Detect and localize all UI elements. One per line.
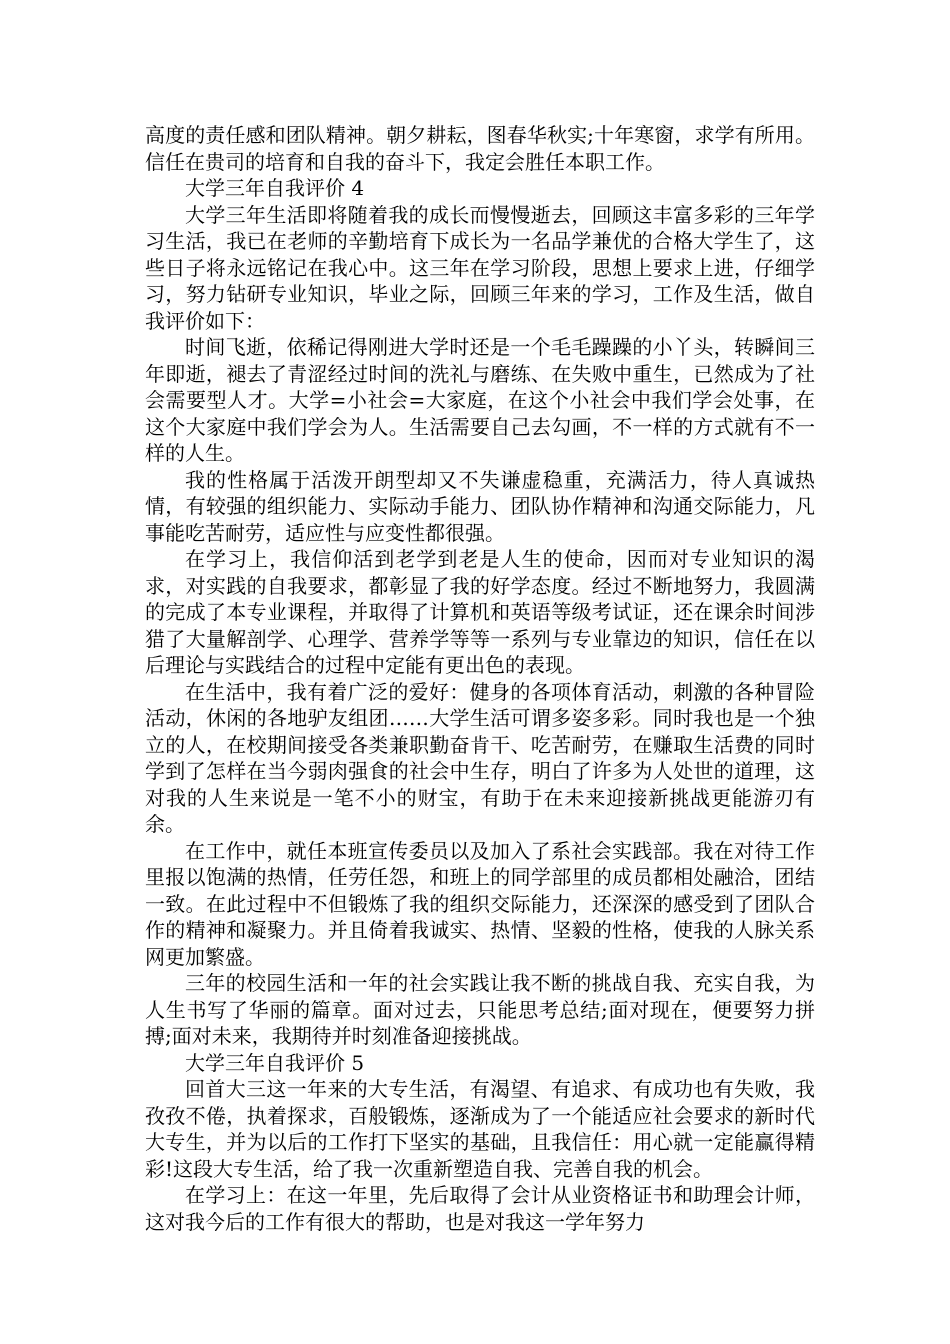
paragraph: 在学习上，我信仰活到老学到老是人生的使命，因而对专业知识的渴求，对实践的自我要求，都彰显了我的好学态度。经过不断地努力，我圆满的完成了本专业课程，并取得了计算机和英语等级考试证，还在课余时间涉猎了大量解剖学、心理学、营养学等等一系列与专业靠边的知识，信任在以后理论与实践结合的过程中定能有更出色的表现。 bbox=[145, 547, 815, 677]
paragraph: 大学三年生活即将随着我的成长而慢慢逝去，回顾这丰富多彩的三年学习生活，我已在老师的辛勤培育下成长为一名品学兼优的合格大学生了，这些日子将永远铭记在我心中。这三年在学习阶段，思想上要求上进，仔细学习，努力钻研专业知识，毕业之际，回顾三年来的学习，工作及生活，做自我评价如下： bbox=[145, 202, 815, 333]
paragraph: 回首大三这一年来的大专生活，有渴望、有追求、有成功也有失败，我孜孜不倦，执着探求，百般锻炼，逐渐成为了一个能适应社会要求的新时代大专生，并为以后的工作打下坚实的基础，且我信任：用心就一定能赢得精彩!这段大专生活，给了我一次重新塑造自我、完善自我的机会。 bbox=[145, 1077, 815, 1181]
paragraph: 在工作中，就任本班宣传委员以及加入了系社会实践部。我在对待工作里报以饱满的热情，任劳任怨，和班上的同学部里的成员都相处融洽，团结一致。在此过程中不但锻炼了我的组织交际能力，还深深的感受到了团队合作的精神和凝聚力。并且倚着我诚实、热情、坚毅的性格，使我的人脉关系网更加繁盛。 bbox=[145, 838, 815, 969]
paragraph: 在学习上：在这一年里，先后取得了会计从业资格证书和助理会计师，这对我今后的工作有很大的帮助，也是对我这一学年努力 bbox=[145, 1183, 815, 1234]
document-body bbox=[145, 122, 815, 1235]
paragraph: 在生活中，我有着广泛的爱好：健身的各项体育活动，刺激的各种冒险活动，休闲的各地驴友组团……大学生活可谓多姿多彩。同时我也是一个独立的人，在校期间接受各类兼职勤奋肯干、吃苦耐劳，在赚取生活费的同时学到了怎样在当今弱肉强食的社会中生存，明白了许多为人处世的道理，这对我的人生来说是一笔不小的财宝，有助于在未来迎接新挑战更能游刃有余。 bbox=[145, 679, 815, 836]
paragraph-continuation: 高度的责任感和团队精神。朝夕耕耘，图春华秋实;十年寒窗，求学有所用。信任在贵司的培育和自我的奋斗下，我定会胜任本职工作。 bbox=[145, 123, 815, 174]
paragraph: 三年的校园生活和一年的社会实践让我不断的挑战自我、充实自我，为人生书写了华丽的篇章。面对过去，只能思考总结;面对现在，便要努力拼搏;面对未来，我期待并时刻准备迎接挑战。 bbox=[145, 971, 815, 1048]
section-heading-5: 大学三年自我评价 5 bbox=[185, 1050, 365, 1075]
paragraph: 我的性格属于活泼开朗型却又不失谦虚稳重，充满活力，待人真诚热情，有较强的组织能力、实际动手能力、团队协作精神和沟通交际能力，凡事能吃苦耐劳，适应性与应变性都很强。 bbox=[145, 467, 815, 545]
paragraph: 时间飞逝，依稀记得刚进大学时还是一个毛毛躁躁的小丫头，转瞬间三年即逝，褪去了青涩经过时间的洗礼与磨练、在失败中重生，已然成为了社会需要型人才。大学=小社会=大家庭，在这个小社会中我们学会处事，在这个大家庭中我们学会为人。生活需要自己去勾画，不一样的方式就有不一样的人生。 bbox=[145, 335, 815, 465]
section-heading-4: 大学三年自我评价 4 bbox=[185, 176, 365, 200]
